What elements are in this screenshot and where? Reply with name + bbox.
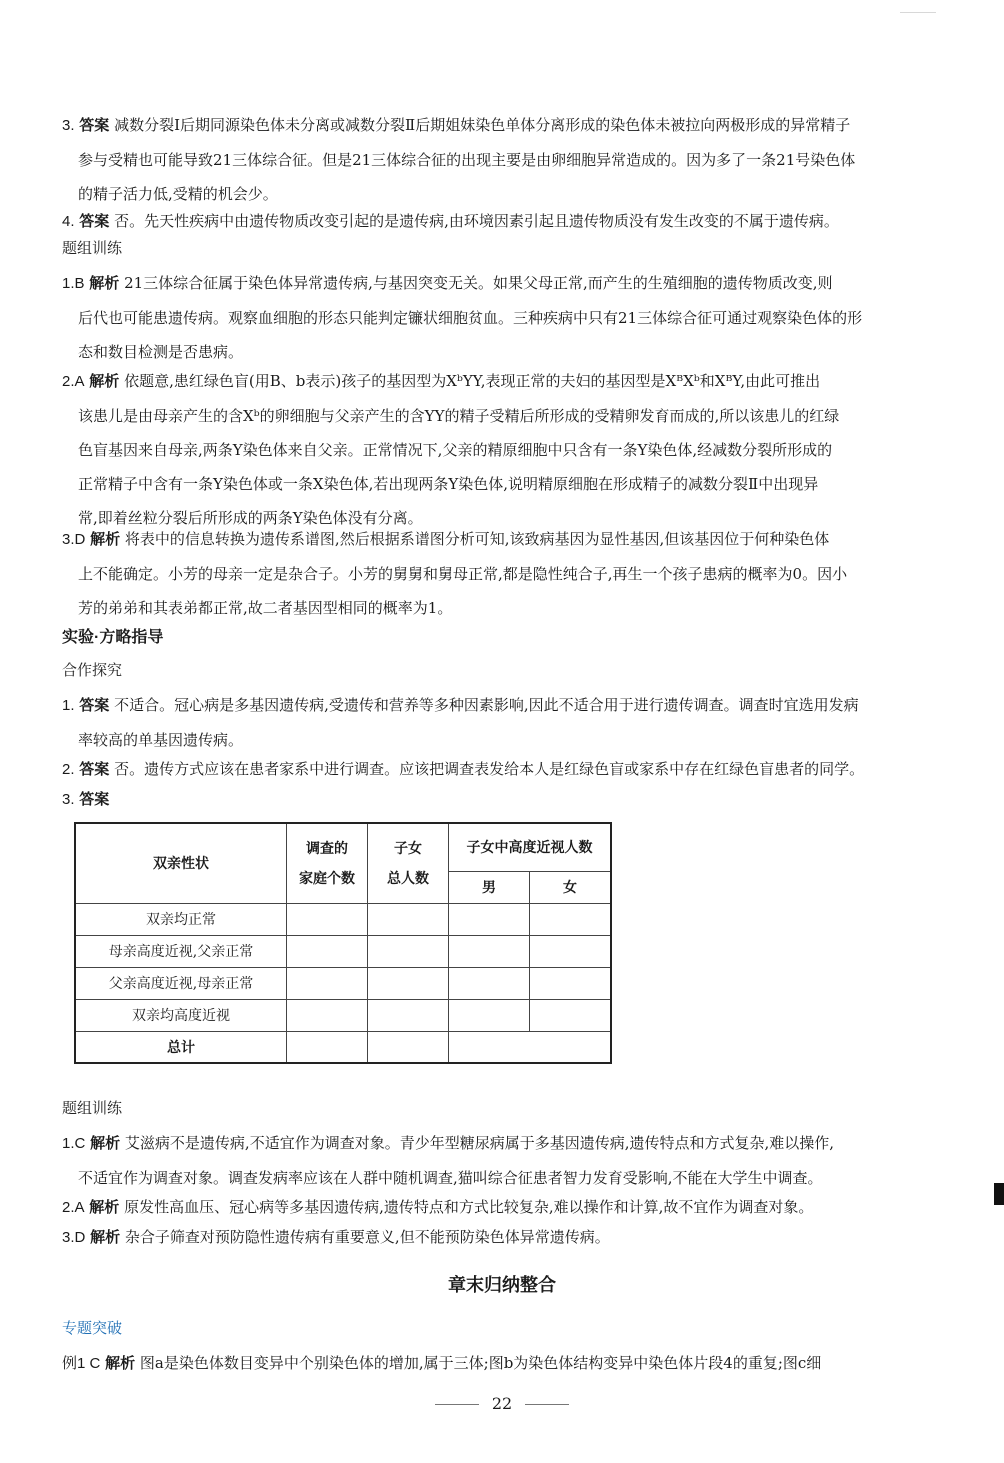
table-row <box>75 967 611 999</box>
text-line: 态和数目检测是否患病。 <box>78 343 244 361</box>
edge-tab-marker <box>994 1183 1004 1205</box>
table-cell <box>530 999 612 1031</box>
table-row <box>75 999 611 1031</box>
table-cell <box>368 935 449 967</box>
table-header-cell <box>368 823 449 903</box>
item-number: 1.C <box>62 1135 86 1152</box>
table-cell <box>449 935 530 967</box>
footer-rule <box>435 1404 479 1405</box>
answer-tag: 答案 <box>79 213 110 230</box>
table-cell <box>287 1031 368 1063</box>
text-line: 芳的弟弟和其表弟都正常,故二者基因型相同的概率为1。 <box>78 599 453 617</box>
header-line: 调查的 <box>306 840 348 857</box>
page-number: 22 <box>491 1394 513 1413</box>
text-line: 色盲基因来自母亲,两条Y染色体来自父亲。正常情况下,父亲的精原细胞中只含有一条Y染色体,经减数分裂所形成的 <box>78 441 833 459</box>
table-header-cell: 子女中高度近视人数 <box>449 823 612 871</box>
table-cell <box>530 967 612 999</box>
table-header-cell: 双亲性状 <box>75 823 287 903</box>
item-number: 3. <box>62 117 75 134</box>
table-row <box>75 935 611 967</box>
section-subtitle: 题组训练 <box>62 1099 123 1117</box>
table-cell <box>449 903 530 935</box>
section-subtitle: 专题突破 <box>62 1319 123 1337</box>
header-line: 子女 <box>394 840 422 857</box>
table-cell <box>449 1031 612 1063</box>
table-cell <box>287 935 368 967</box>
text-line: 减数分裂Ⅰ后期同源染色体未分离或减数分裂Ⅱ后期姐妹染色单体分离形成的染色体未被拉向两极形成的异常精子 <box>114 116 851 134</box>
exercise-2 <box>62 364 934 535</box>
text-line: 的精子活力低,受精的机会少。 <box>78 185 278 203</box>
exercise-b-3 <box>62 1220 934 1255</box>
text-line: 否。遗传方式应该在患者家系中进行调查。应该把调查表发给本人是红绿色盲或家系中存在红绿色盲患者的同学。 <box>114 760 865 778</box>
chapter-title: 章末归纳整合 <box>448 1275 556 1296</box>
table-cell <box>368 999 449 1031</box>
text-line: 正常精子中含有一条Y染色体或一条X染色体,若出现两条Y染色体,说明精原细胞在形成精子的减数分裂Ⅱ中出现异 <box>78 475 819 493</box>
text-line: 图a是染色体数目变异中个别染色体的增加,属于三体;图b为染色体结构变异中染色体片段4的重复;图c细 <box>139 1354 822 1372</box>
item-number: 例1 C <box>62 1355 101 1372</box>
exercise-b-1 <box>62 1126 934 1195</box>
table-cell <box>449 999 530 1031</box>
text-line: 艾滋病不是遗传病,不适宜作为调查对象。青少年型糖尿病属于多基因遗传病,遗传特点和方式复杂,难以操作, <box>124 1134 834 1152</box>
table-row <box>75 1031 611 1063</box>
text-line: 该患儿是由母亲产生的含Xᵇ的卵细胞与父亲产生的含YY的精子受精后所形成的受精卵发育而成的,所以该患儿的红绿 <box>78 407 840 425</box>
analysis-tag: 解析 <box>105 1355 136 1372</box>
answer-exp-1 <box>62 688 934 757</box>
item-number: 2.A <box>62 1199 85 1216</box>
analysis-tag: 解析 <box>89 373 120 390</box>
table-cell <box>368 1031 449 1063</box>
answer-tag: 答案 <box>79 697 110 714</box>
table-cell <box>287 999 368 1031</box>
answer-4 <box>62 204 934 239</box>
text-line: 率较高的单基因遗传病。 <box>78 731 244 749</box>
answer-exp-3 <box>62 782 934 817</box>
header-rule <box>900 12 936 13</box>
item-number: 1.B <box>62 275 85 292</box>
page-footer <box>0 1394 1004 1413</box>
header-line: 家庭个数 <box>299 870 355 887</box>
header-line: 总人数 <box>387 870 429 887</box>
table-cell <box>449 967 530 999</box>
text-line: 后代也可能患遗传病。观察血细胞的形态只能判定镰状细胞贫血。三种疾病中只有21三体综合征可通过观察染色体的形 <box>78 309 863 327</box>
example-1 <box>62 1346 934 1381</box>
item-number: 3.D <box>62 1229 86 1246</box>
table-cell: 总计 <box>75 1031 287 1063</box>
text-line: 依题意,患红绿色盲(用B、b表示)孩子的基因型为XᵇYY,表现正常的夫妇的基因型是XᴮXᵇ和XᴮY,由此可推出 <box>124 372 821 390</box>
footer-rule <box>525 1404 569 1405</box>
table-cell: 双亲均正常 <box>75 903 287 935</box>
item-number: 4. <box>62 213 75 230</box>
table-cell <box>530 903 612 935</box>
survey-table <box>74 822 612 1064</box>
table-cell <box>368 903 449 935</box>
answer-tag: 答案 <box>79 761 110 778</box>
text-line: 不适合。冠心病是多基因遗传病,受遗传和营养等多种因素影响,因此不适合用于进行遗传调查。调查时宜选用发病 <box>114 696 859 714</box>
table-header-cell: 男 <box>449 871 530 903</box>
table-cell: 双亲均高度近视 <box>75 999 287 1031</box>
table-cell <box>368 967 449 999</box>
item-number: 3. <box>62 791 75 808</box>
analysis-tag: 解析 <box>89 1199 120 1216</box>
table-header-cell: 女 <box>530 871 612 903</box>
item-number: 2.A <box>62 373 85 390</box>
exercise-1 <box>62 266 934 369</box>
analysis-tag: 解析 <box>90 1135 121 1152</box>
table-cell: 父亲高度近视,母亲正常 <box>75 967 287 999</box>
table-cell <box>287 967 368 999</box>
section-heading: 实验·方略指导 <box>62 629 164 646</box>
table-cell <box>287 903 368 935</box>
text-line: 原发性高血压、冠心病等多基因遗传病,遗传特点和方式比较复杂,难以操作和计算,故不宜作为调查对象。 <box>124 1198 814 1216</box>
item-number: 3.D <box>62 531 86 548</box>
table-row <box>75 903 611 935</box>
section-subtitle: 题组训练 <box>62 239 123 257</box>
item-number: 2. <box>62 761 75 778</box>
answer-tag: 答案 <box>79 791 110 808</box>
answer-tag: 答案 <box>79 117 110 134</box>
text-line: 杂合子筛查对预防隐性遗传病有重要意义,但不能预防染色体异常遗传病。 <box>124 1228 610 1246</box>
text-line: 常,即着丝粒分裂后所形成的两条Y染色体没有分离。 <box>78 509 423 527</box>
table-cell: 母亲高度近视,父亲正常 <box>75 935 287 967</box>
text-line: 不适宜作为调查对象。调查发病率应该在人群中随机调查,猫叫综合征患者智力发育受影响,不能在大学生中调查。 <box>78 1169 823 1187</box>
item-number: 1. <box>62 697 75 714</box>
answer-3 <box>62 108 934 211</box>
analysis-tag: 解析 <box>89 275 120 292</box>
section-subtitle: 合作探究 <box>62 661 123 679</box>
table-cell <box>530 935 612 967</box>
analysis-tag: 解析 <box>90 1229 121 1246</box>
table-header-cell <box>287 823 368 903</box>
text-line: 21三体综合征属于染色体异常遗传病,与基因突变无关。如果父母正常,而产生的生殖细胞的遗传物质改变,则 <box>124 274 833 292</box>
text-line: 将表中的信息转换为遗传系谱图,然后根据系谱图分析可知,该致病基因为显性基因,但该基因位于何种染色体 <box>124 530 830 548</box>
text-line: 否。先天性疾病中由遗传物质改变引起的是遗传病,由环境因素引起且遗传物质没有发生改变的不属于遗传病。 <box>114 212 839 230</box>
analysis-tag: 解析 <box>90 531 121 548</box>
exercise-3 <box>62 522 934 625</box>
text-line: 上不能确定。小芳的母亲一定是杂合子。小芳的舅舅和舅母正常,都是隐性纯合子,再生一个孩子患病的概率为0。因小 <box>78 565 848 583</box>
text-line: 参与受精也可能导致21三体综合征。但是21三体综合征的出现主要是由卵细胞异常造成的。因为多了一条21号染色体 <box>78 151 856 169</box>
